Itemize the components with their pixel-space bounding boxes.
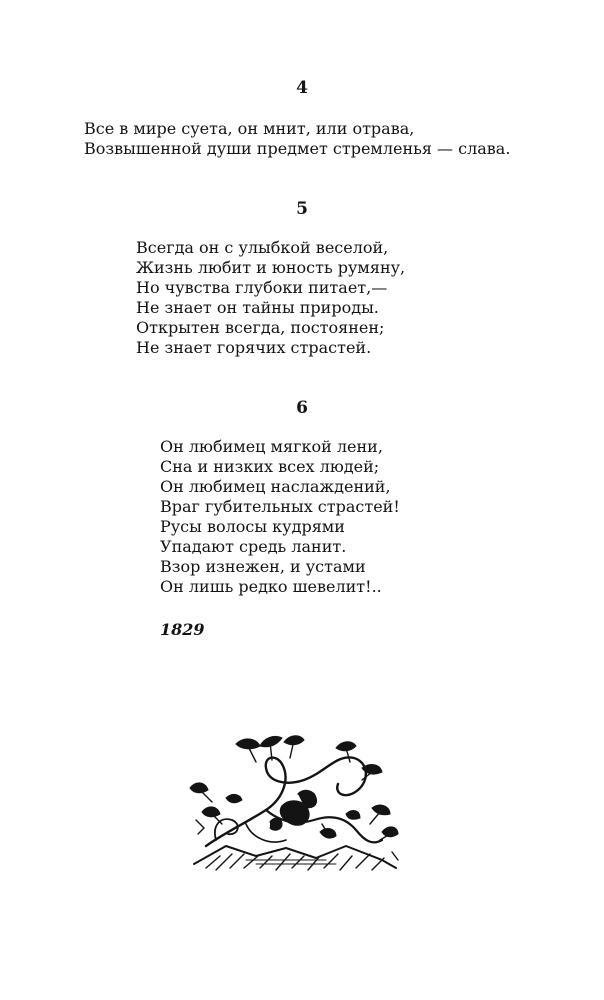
verse-line: Всегда он с улыбкой веселой,: [136, 238, 389, 257]
section-number-6: 6: [296, 398, 308, 418]
verse-line: Он любимец мягкой лени,: [160, 437, 383, 456]
verse-line: Русы волосы кудрями: [160, 517, 345, 536]
section-number-4: 4: [296, 78, 308, 98]
verse-line: Сна и низких всех людей;: [160, 457, 380, 476]
stanza-4: [84, 119, 510, 159]
verse-line: Взор изнежен, и устами: [160, 557, 366, 576]
verse-line: Открытен всегда, постоянен;: [136, 318, 385, 337]
verse-line: Не знает горячих страстей.: [136, 338, 372, 357]
verse-line: Все в мире суета, он мнит, или отрава,: [84, 119, 415, 138]
section-number-5: 5: [296, 199, 308, 219]
verse-line: Возвышенной души предмет стремленья — слава.: [84, 139, 511, 158]
verse-line: Но чувства глубоки питает,—: [136, 278, 388, 297]
stanza-6: [160, 437, 400, 597]
verse-line: Он любимец наслаждений,: [160, 477, 391, 496]
poem-date: 1829: [160, 620, 205, 639]
stanza-5: [136, 238, 405, 358]
verse-line: Он лишь редко шевелит!..: [160, 577, 382, 596]
verse-line: Жизнь любит и юность румяну,: [136, 258, 406, 277]
verse-line: Не знает он тайны природы.: [136, 298, 379, 317]
floral-vignette-icon: [186, 728, 402, 880]
verse-line: Упадают средь ланит.: [160, 537, 347, 556]
verse-line: Враг губительных страстей!: [160, 497, 400, 516]
